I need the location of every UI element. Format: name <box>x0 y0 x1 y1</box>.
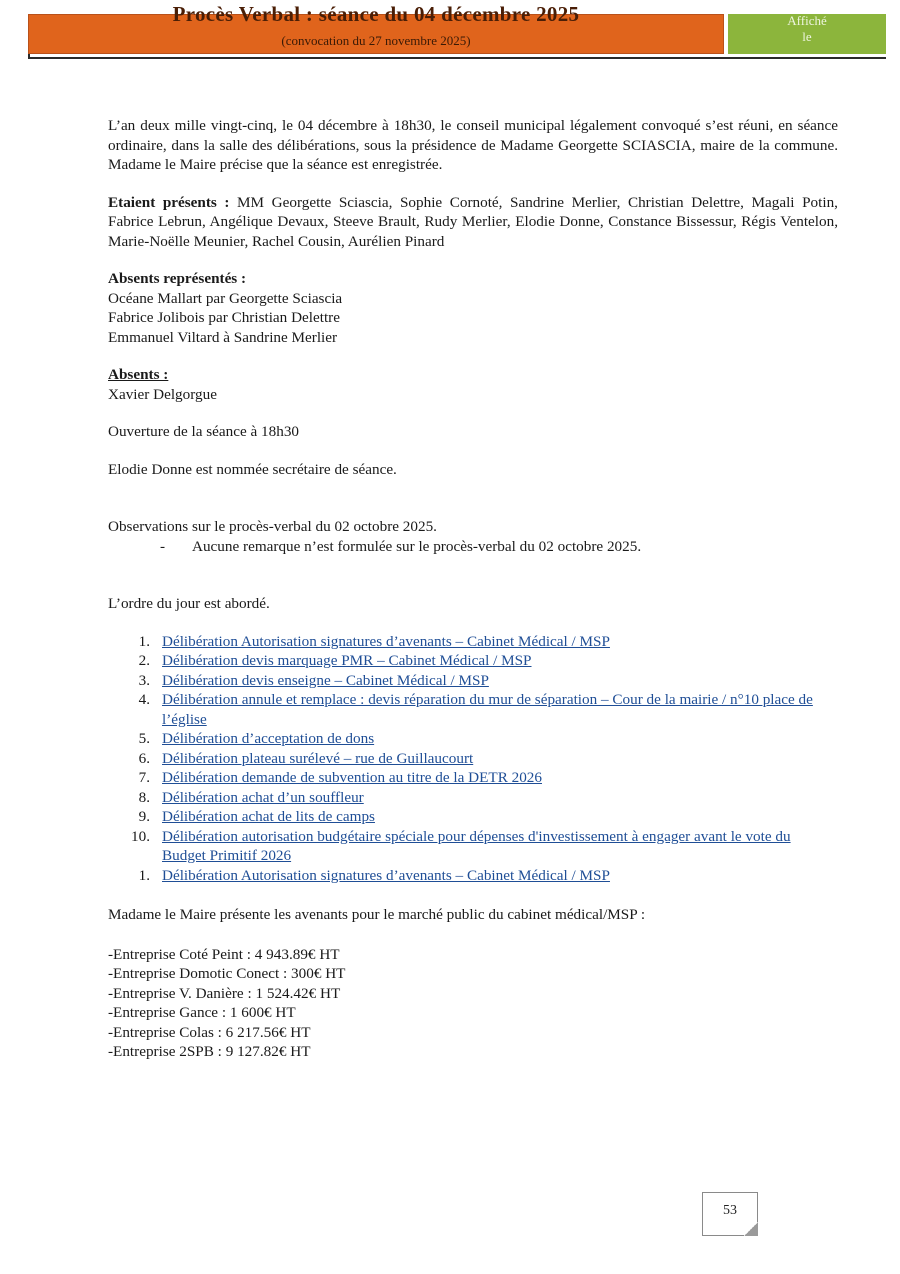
entreprise-list <box>108 945 838 1062</box>
opening-line: Ouverture de la séance à 18h30 <box>108 423 300 440</box>
agenda-item: 10. Délibération autorisation budgétaire spéciale pour dépenses d'investissement à engager avant le vote du Budget Primitif 2026 <box>131 827 791 864</box>
page-number: 53 <box>702 1192 758 1236</box>
stamp-line-1: Affiché <box>787 13 827 28</box>
entreprise-item: -Entreprise Coté Peint : 4 943.89€ HT <box>108 945 340 963</box>
page-fold-icon <box>744 1222 758 1236</box>
agenda-link[interactable]: Délibération Autorisation signatures d’avenants – Cabinet Médical / MSP <box>162 632 610 650</box>
agenda-item: 3. Délibération devis enseigne – Cabinet Médical / MSP <box>138 671 489 689</box>
agenda-item: 8. Délibération achat d’un souffleur <box>138 788 364 806</box>
agenda-link[interactable]: Délibération autorisation budgétaire spéciale pour dépenses d'investissement à engager avant le vote du Budget Primitif 2026 <box>162 827 791 864</box>
entreprise-item: -Entreprise Gance : 1 600€ HT <box>108 1004 296 1021</box>
agenda-item: 7. Délibération demande de subvention au titre de la DETR 2026 <box>138 769 542 786</box>
agenda-item: 1. Délibération Autorisation signatures d’avenants – Cabinet Médical / MSP <box>138 632 610 650</box>
entreprise-item: -Entreprise 2SPB : 9 127.82€ HT <box>108 1043 311 1060</box>
agenda-link[interactable]: Délibération devis enseigne – Cabinet Médical / MSP <box>162 671 489 689</box>
represented-item: Océane Mallart par Georgette Sciascia <box>108 289 343 307</box>
represented-label: Absents représentés : <box>108 270 247 287</box>
section-intro: Madame le Maire présente les avenants pour le marché public du cabinet médical/MSP : <box>108 906 646 923</box>
observations-item: - Aucune remarque n’est formulée sur le procès-verbal du 02 octobre 2025. <box>160 537 642 555</box>
absents-label: Absents : <box>108 366 169 383</box>
agenda-link[interactable]: Délibération d’acceptation de dons <box>162 730 375 747</box>
secretary-line: Elodie Donne est nommée secrétaire de séance. <box>108 460 397 478</box>
entreprise-item: -Entreprise Domotic Conect : 300€ HT <box>108 965 346 982</box>
agenda-item: 9. Délibération achat de lits de camps <box>138 808 375 825</box>
document-subtitle: (convocation du 27 novembre 2025) <box>281 33 471 48</box>
document-title: Procès Verbal : séance du 04 décembre 2025 <box>172 2 580 26</box>
intro-paragraph: L’an deux mille vingt-cinq, le 04 décembre à 18h30, le conseil municipal légalement convoqué s’est réuni, en séance ordinaire, dans la salle des délibérations, sous la présidence de Madame Georgette SCIASCIA, maire de la commune. Madame le Maire précise que la séance est enregistrée. <box>108 117 838 173</box>
represented-item: Emmanuel Viltard à Sandrine Merlier <box>108 328 338 346</box>
presents-paragraph <box>108 193 838 252</box>
agenda-link[interactable]: Délibération demande de subvention au titre de la DETR 2026 <box>162 769 542 786</box>
agenda-link[interactable]: Délibération devis marquage PMR – Cabinet Médical / MSP <box>162 652 532 669</box>
observations-title: Observations sur le procès-verbal du 02 octobre 2025. <box>108 518 437 535</box>
presents-label: Etaient présents : <box>108 193 230 211</box>
section-heading: 1. Délibération Autorisation signatures d’avenants – Cabinet Médical / MSP <box>138 866 610 884</box>
stamp-line-2: le <box>802 29 812 44</box>
agenda-link[interactable]: Délibération achat d’un souffleur <box>162 788 364 806</box>
agenda-item: 2. Délibération devis marquage PMR – Cabinet Médical / MSP <box>138 652 532 669</box>
presents-list: MM Georgette Sciascia, Sophie Cornoté, Sandrine Merlier, Christian Delettre, Magali Potin, Fabrice Lebrun, Angélique Devaux, Steeve Brault, Rudy Merlier, Elodie Donne, Constance Bissessur, Régis Ventelon, Marie-Noëlle Meunier, Rachel Cousin, Aurélien Pinard <box>108 193 838 250</box>
agenda-link[interactable]: Délibération annule et remplace : devis réparation du mur de séparation – Cour de la mairie / n°10 place de l’église <box>162 691 813 728</box>
absent-item: Xavier Delgorgue <box>108 385 217 403</box>
agenda-link[interactable]: Délibération achat de lits de camps <box>162 808 375 825</box>
agenda-intro: L’ordre du jour est abordé. <box>108 595 270 612</box>
entreprise-item: -Entreprise Colas : 6 217.56€ HT <box>108 1023 311 1041</box>
header-rule <box>28 57 886 59</box>
header-banner <box>28 2 724 54</box>
agenda-item: 5. Délibération d’acceptation de dons <box>138 730 375 747</box>
represented-item: Fabrice Jolibois par Christian Delettre <box>108 309 340 326</box>
agenda-item: 4. Délibération annule et remplace : devis réparation du mur de séparation – Cour de la mairie / n°10 place de l’église <box>138 691 813 728</box>
agenda-item: 6. Délibération plateau surélevé – rue de Guillaucourt <box>138 749 474 767</box>
document-body <box>108 116 838 1062</box>
section-heading-link[interactable]: Délibération Autorisation signatures d’avenants – Cabinet Médical / MSP <box>162 866 610 884</box>
posting-stamp <box>728 14 886 54</box>
agenda-list <box>108 632 838 866</box>
entreprise-item: -Entreprise V. Danière : 1 524.42€ HT <box>108 984 341 1002</box>
agenda-link[interactable]: Délibération plateau surélevé – rue de Guillaucourt <box>162 749 474 767</box>
